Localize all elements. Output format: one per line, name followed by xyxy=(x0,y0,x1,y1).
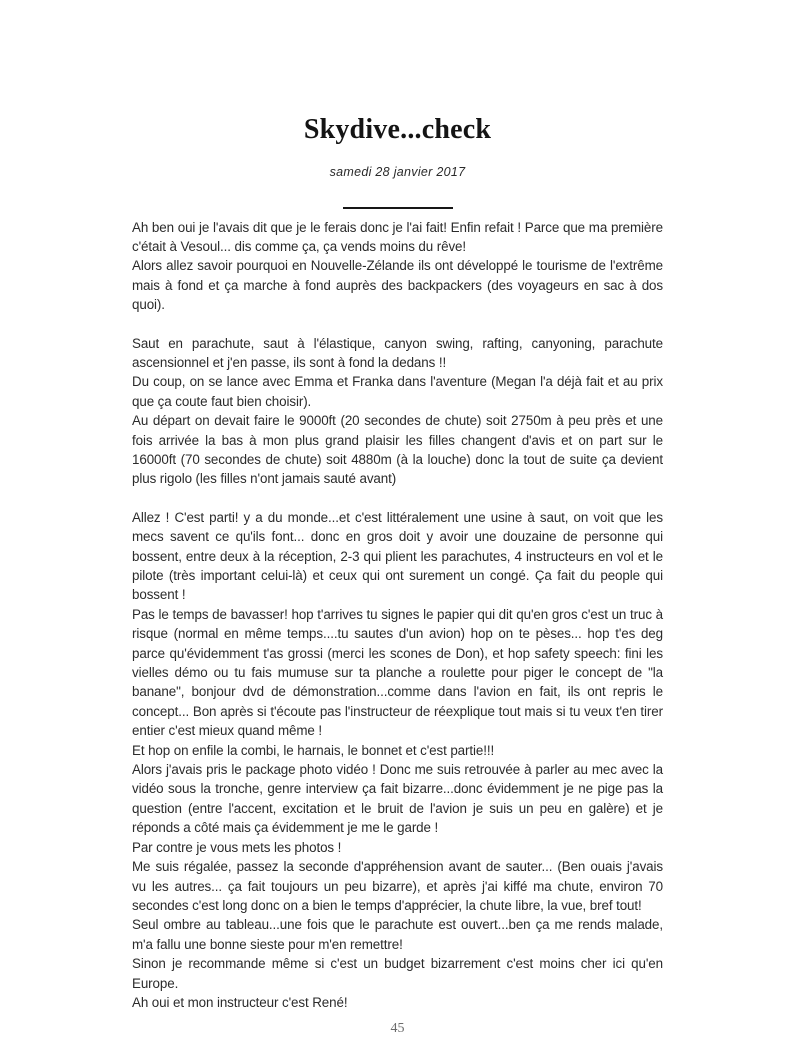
paragraph xyxy=(132,218,663,315)
page-content xyxy=(132,0,663,1012)
sentence-line: Ah oui et mon instructeur c'est René! xyxy=(132,994,348,1010)
sentence-line: Alors j'avais pris le package photo vidéo ! Donc me suis retrouvée à parler au mec avec la vidéo sous la tronche, genre interview ça fait bizarre...donc évidemment je ne pige pas la question (entre l'accent, excitation et le bruit de l'avion je suis un peu en galère) et je réponds a côté mais ça évidemment je me le garde ! xyxy=(132,762,663,836)
post-body xyxy=(132,218,663,1013)
post-date: samedi 28 janvier 2017 xyxy=(329,164,466,179)
post-title: Skydive...check xyxy=(303,113,492,145)
page-number: 45 xyxy=(390,1021,405,1036)
separator-rule xyxy=(343,207,453,209)
sentence-line: Du coup, on se lance avec Emma et Franka dans l'aventure (Megan l'a déjà fait et au prix que ça coute faut bien choisir). xyxy=(132,374,663,409)
sentence-line: Me suis régalée, passez la seconde d'appréhension avant de sauter... (Ben ouais j'avais vu les autres... ça fait toujours un peu bizarre), et après j'ai kiffé ma chute, environ 70 secondes c'est long donc on a bien le temps d'apprécier, la chute libre, la vue, bref tout! xyxy=(132,859,663,913)
sentence-line: Pas le temps de bavasser! hop t'arrives tu signes le papier qui dit qu'en gros c'est un truc à risque (normal en même temps....tu sautes d'un avion) hop on te pèses... hop t'es deg parce qu'évidemment t'as grossi (merci les scones de Don), et hop safety speech: fini les vielles démo ou tu fais mumuse sur ta planche a roulette pour piger le concept de "la banane", bonjour dvd de démonstration...comme dans l'avion en fait, ils ont repris le concept... Bon après si t'écoute pas l'instructeur de réexplique tout mais si tu veux t'en tirer entier c'est mieux quand même ! xyxy=(132,606,663,739)
sentence-line: Par contre je vous mets les photos ! xyxy=(132,839,342,855)
sentence-line: Alors allez savoir pourquoi en Nouvelle-Zélande ils ont développé le tourisme de l'extrême mais à fond et ça marche à fond auprès des backpackers (des voyageurs en sac à dos quoi). xyxy=(132,258,663,313)
post-header xyxy=(132,0,663,209)
sentence-line: Au départ on devait faire le 9000ft (20 secondes de chute) soit 2750m à peu près et une fois arrivée la bas à mon plus grand plaisir les filles changent d'avis et on part sur le 16000ft (70 secondes de chute) soit 4880m (à la louche) donc la tout de suite ça devient plus rigolo (les filles n'ont jamais sauté avant) xyxy=(132,413,663,487)
sentence-line: Et hop on enfile la combi, le harnais, le bonnet et c'est partie!!! xyxy=(132,742,495,758)
paragraph xyxy=(132,334,663,489)
paragraph xyxy=(132,508,663,1013)
sentence-line: Seul ombre au tableau...une fois que le parachute est ouvert...ben ça me rends malade, m'a fallu une bonne sieste pour m'en remettre! xyxy=(132,917,663,952)
sentence-line: Sinon je recommande même si c'est un budget bizarrement c'est moins cher ici qu'en Europe. xyxy=(132,956,663,991)
sentence-line: Allez ! C'est parti! y a du monde...et c'est littéralement une usine à saut, on voit que les mecs savent ce qu'ils font... donc en gros doit y avoir une douzaine de personne qui bossent, entre deux à la réception, 2-3 qui plient les parachutes, 4 instructeurs en vol et le pilote (très important celui-là) et ceux qui ont surement un congé. Ça fait du people qui bossent ! xyxy=(132,509,663,603)
sentence-line: Saut en parachute, saut à l'élastique, canyon swing, rafting, canyoning, parachute ascensionnel et j'en passe, ils sont à fond la dedans !! xyxy=(132,335,663,370)
sentence-line: Ah ben oui je l'avais dit que je le ferais donc je l'ai fait! Enfin refait ! Parce que ma première c'était à Vesoul... dis comme ça, ça vends moins du rêve! xyxy=(132,219,663,254)
